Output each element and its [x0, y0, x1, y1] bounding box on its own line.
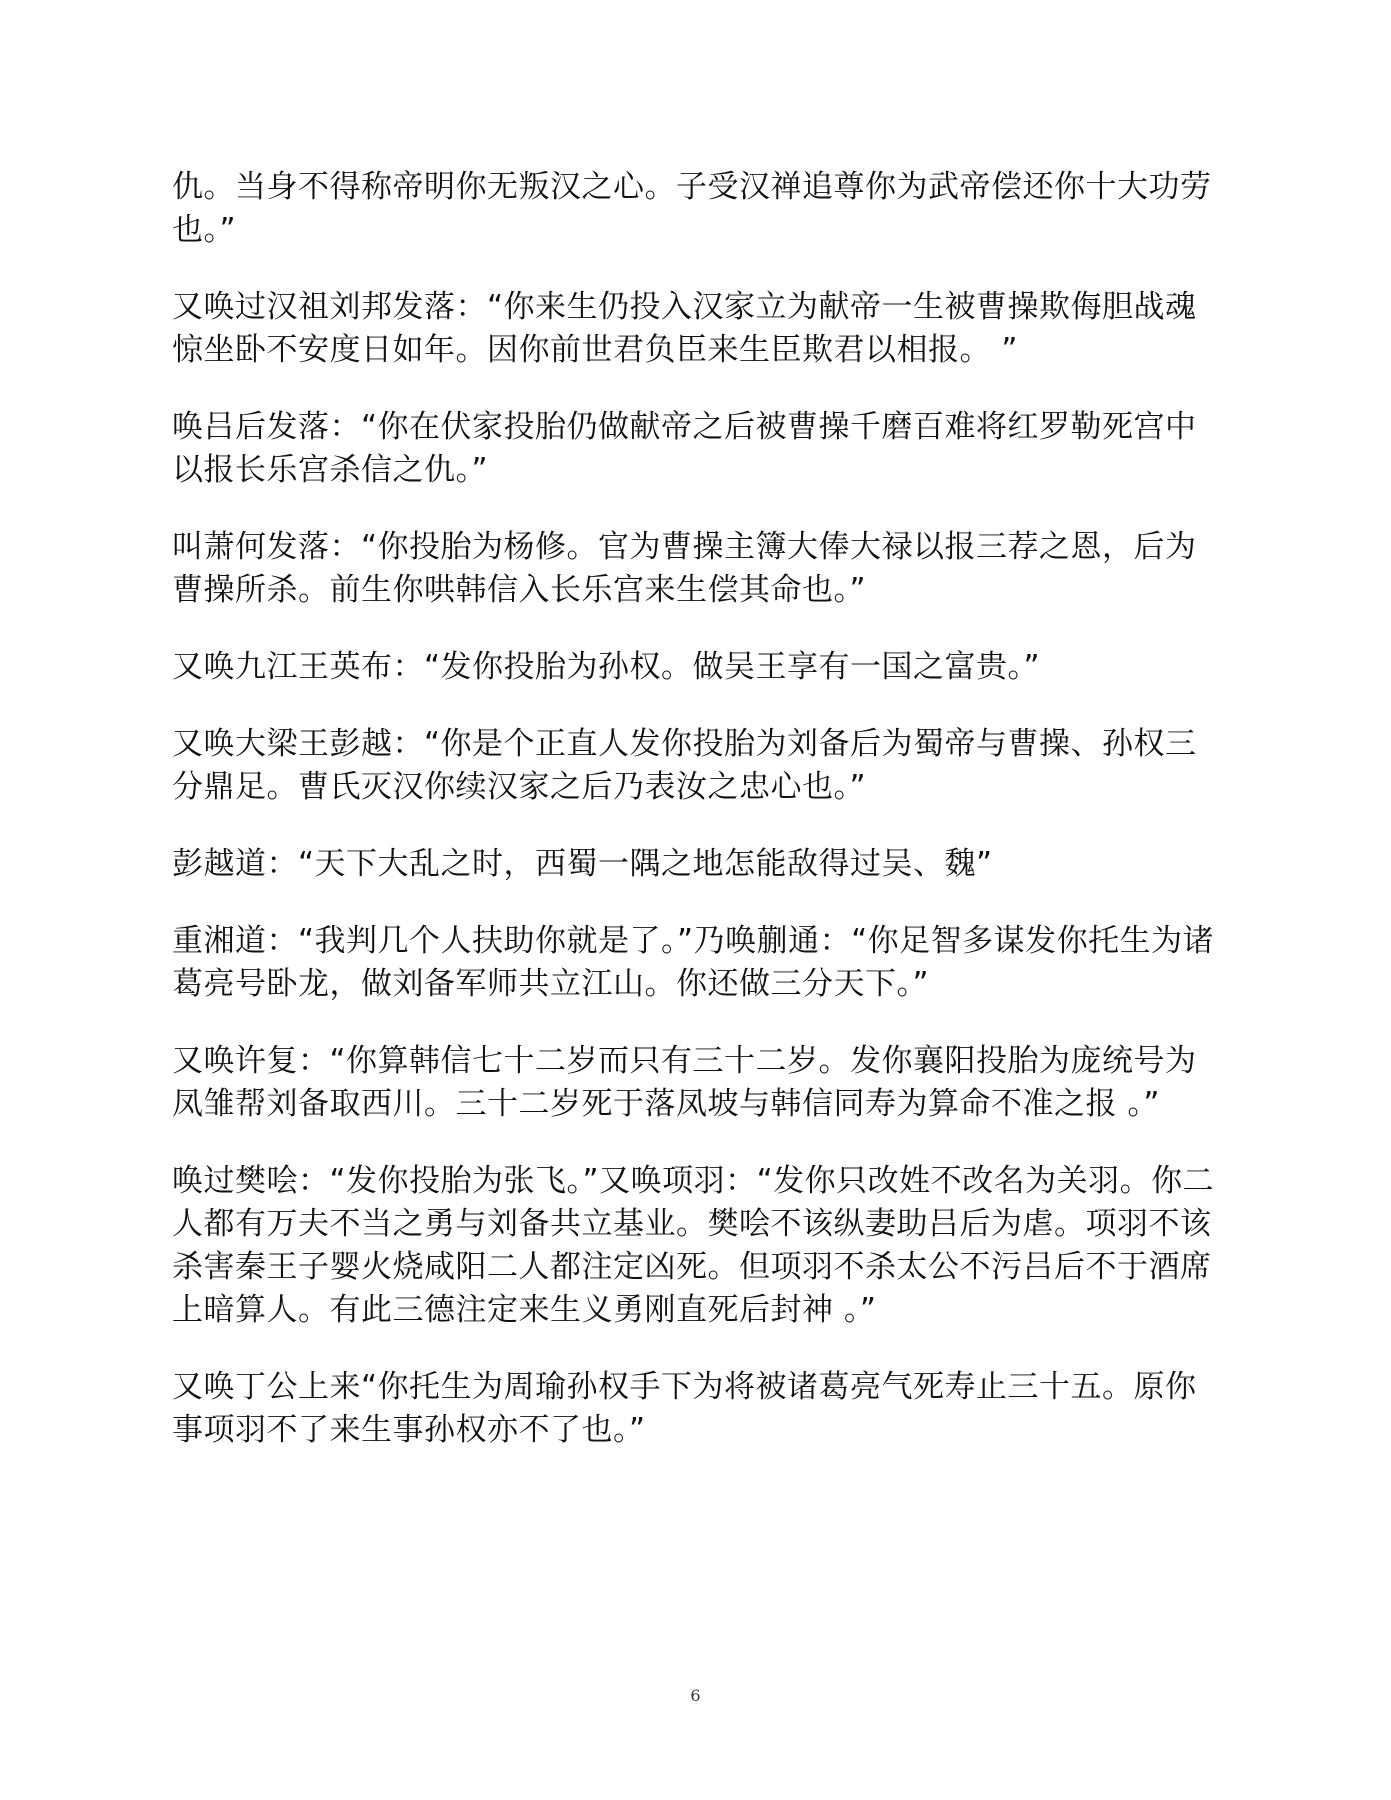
paragraph: 又唤丁公上来“你托生为周瑜孙权手下为将被诸葛亮气死寿止三十五。原你事项羽不了来生事孙权亦不了也。”	[172, 1369, 1197, 1448]
paragraph: 又唤过汉祖刘邦发落：“你来生仍投入汉家立为献帝一生被曹操欺侮胆战魂惊坐卧不安度日如年。因你前世君负臣来生臣欺君以相报。 ”	[172, 289, 1197, 368]
paragraph: 彭越道：“天下大乱之时，西蜀一隅之地怎能敌得过吴、魏”	[172, 846, 993, 882]
page-number: 6	[690, 1686, 701, 1705]
paragraph: 又唤许复：“你算韩信七十二岁而只有三十二岁。发你襄阳投胎为庞统号为凤雏帮刘备取西川。三十二岁死于落凤坡与韩信同寿为算命不准之报 。”	[172, 1043, 1197, 1122]
paragraph: 重湘道：“我判几个人扶助你就是了。”乃唤蒯通：“你足智多谋发你托生为诸葛亮号卧龙，做刘备军师共立江山。你还做三分天下。”	[172, 923, 1215, 1002]
paragraph: 叫萧何发落：“你投胎为杨修。官为曹操主簿大俸大禄以报三荐之恩，后为曹操所杀。前生你哄韩信入长乐宫来生偿其命也。”	[172, 529, 1197, 608]
paragraph: 又唤大梁王彭越：“你是个正直人发你投胎为刘备后为蜀帝与曹操、孙权三分鼎足。曹氏灭汉你续汉家之后乃表汝之忠心也。”	[172, 726, 1197, 805]
paragraph: 又唤九江王英布：“发你投胎为孙权。做吴王享有一国之富贵。”	[172, 649, 1041, 685]
paragraph: 仇。当身不得称帝明你无叛汉之心。子受汉禅追尊你为武帝偿还你十大功劳也。”	[172, 169, 1212, 248]
paragraph: 唤过樊哙：“发你投胎为张飞。”又唤项羽：“发你只改姓不改名为关羽。你二人都有万夫不当之勇与刘备共立基业。樊哙不该纵妻助吕后为虐。项羽不该杀害秦王子婴火烧咸阳二人都注定凶死。但项羽不杀太公不污吕后不于酒席上暗算人。有此三德注定来生义勇刚直死后封神 。”	[172, 1163, 1215, 1328]
page-body	[172, 166, 1222, 1486]
paragraph: 唤吕后发落：“你在伏家投胎仍做献帝之后被曹操千磨百难将红罗勒死宫中以报长乐宫杀信之仇。”	[172, 409, 1197, 488]
